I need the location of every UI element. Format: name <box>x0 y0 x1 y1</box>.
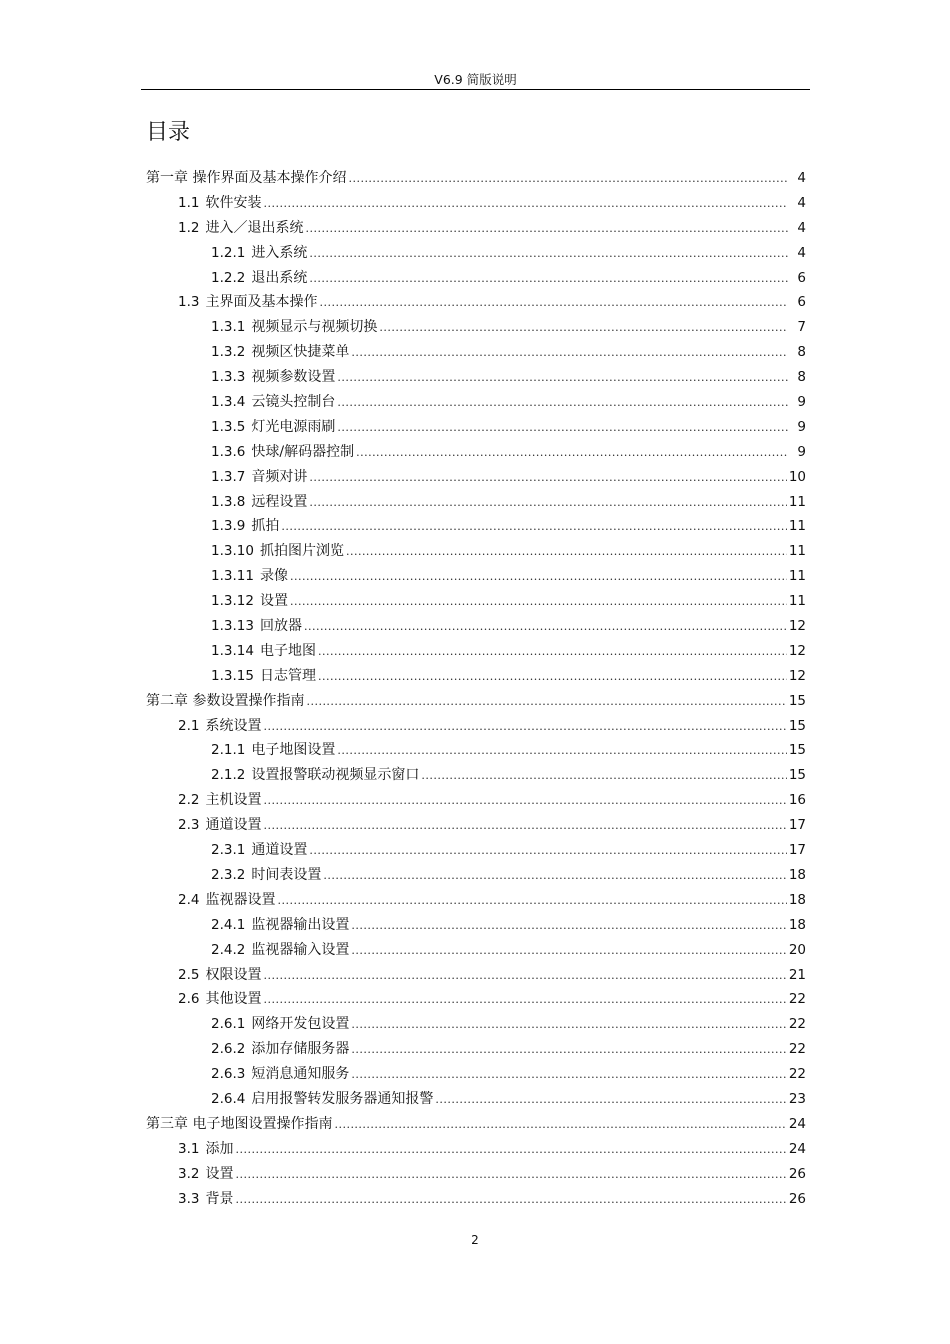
toc-entry[interactable] <box>146 863 806 888</box>
toc-entry-page: 11 <box>788 543 806 560</box>
toc-entry[interactable] <box>146 1187 806 1212</box>
toc-dot-leader <box>337 390 788 416</box>
table-of-contents <box>146 166 806 1211</box>
toc-entry-page: 9 <box>797 443 806 460</box>
toc-entry-number: 2.1.2 <box>211 767 246 784</box>
toc-entry[interactable] <box>146 788 806 813</box>
page-header: V6.9 简版说明 <box>434 72 517 87</box>
toc-dot-leader <box>309 465 786 491</box>
toc-entry-title: 主机设置 <box>205 792 262 809</box>
toc-dot-leader <box>309 490 786 516</box>
toc-entry-number: 1.3.12 <box>211 593 254 610</box>
toc-entry-title: 回放器 <box>259 618 302 635</box>
toc-dot-leader <box>263 987 786 1013</box>
toc-entry-title: 时间表设置 <box>251 866 322 883</box>
toc-entry-number: 1.3.7 <box>211 468 246 485</box>
toc-entry-title: 进入／退出系统 <box>205 219 304 236</box>
toc-entry-title: 网络开发包设置 <box>251 1016 350 1033</box>
header-rule <box>141 89 810 90</box>
toc-entry-page: 6 <box>797 294 806 311</box>
toc-dot-leader <box>323 863 786 889</box>
toc-entry-number: 2.1 <box>178 717 200 734</box>
toc-entry-title: 远程设置 <box>251 493 308 510</box>
toc-entry[interactable] <box>146 415 806 440</box>
toc-entry-title: 音频对讲 <box>251 468 308 485</box>
toc-entry-number: 1.3.4 <box>211 394 246 411</box>
toc-entry-page: 17 <box>788 842 806 859</box>
toc-entry-page: 8 <box>797 344 806 361</box>
toc-entry[interactable] <box>146 365 806 390</box>
toc-title: 目录 <box>146 120 191 145</box>
toc-entry-title: 日志管理 <box>259 667 316 684</box>
toc-entry-title: 电子地图设置 <box>251 742 336 759</box>
toc-entry-title: 短消息通知服务 <box>251 1066 350 1083</box>
toc-entry-page: 11 <box>788 518 806 535</box>
toc-entry[interactable] <box>146 614 806 639</box>
toc-entry-number: 1.3.14 <box>211 642 254 659</box>
toc-dot-leader <box>263 788 786 814</box>
toc-entry[interactable] <box>146 938 806 963</box>
toc-entry-number: 2.1.1 <box>211 742 246 759</box>
toc-entry-page: 22 <box>788 1041 806 1058</box>
toc-entry[interactable] <box>146 838 806 863</box>
toc-entry-title: 第一章 操作界面及基本操作介绍 <box>146 170 347 186</box>
toc-entry-number: 1.1 <box>178 194 200 211</box>
toc-dot-leader <box>304 614 787 640</box>
toc-dot-leader <box>235 1162 786 1188</box>
toc-entry-title: 添加 <box>205 1140 234 1157</box>
toc-dot-leader <box>235 1187 786 1213</box>
toc-entry-title: 软件安装 <box>205 194 262 211</box>
toc-dot-leader <box>351 938 786 964</box>
toc-dot-leader <box>263 813 786 839</box>
toc-dot-leader <box>309 241 788 267</box>
toc-entry-page: 24 <box>788 1140 806 1157</box>
toc-dot-leader <box>337 415 788 441</box>
toc-entry-title: 灯光电源雨刷 <box>251 418 336 435</box>
toc-entry-page: 7 <box>797 319 806 336</box>
toc-entry[interactable] <box>146 390 806 415</box>
toc-entry-title: 其他设置 <box>205 991 262 1008</box>
toc-entry-number: 1.3.8 <box>211 493 246 510</box>
toc-entry-number: 1.3.5 <box>211 418 246 435</box>
toc-entry-page: 9 <box>797 418 806 435</box>
toc-entry[interactable] <box>146 763 806 788</box>
toc-entry-title: 快球/解码器控制 <box>251 443 355 460</box>
toc-entry-title: 设置 <box>205 1165 234 1182</box>
toc-entry-page: 4 <box>797 194 806 211</box>
toc-entry-title: 电子地图 <box>259 642 316 659</box>
toc-entry[interactable] <box>146 1062 806 1087</box>
toc-entry[interactable] <box>146 813 806 838</box>
toc-entry-page: 11 <box>788 593 806 610</box>
toc-entry[interactable] <box>146 1037 806 1062</box>
toc-dot-leader <box>351 913 786 939</box>
toc-entry-page: 22 <box>788 991 806 1008</box>
toc-entry-number: 2.3 <box>178 817 200 834</box>
toc-entry[interactable] <box>146 465 806 490</box>
toc-entry[interactable] <box>146 564 806 589</box>
toc-dot-leader <box>435 1087 786 1113</box>
toc-dot-leader <box>318 639 787 665</box>
toc-entry-page: 26 <box>788 1190 806 1207</box>
toc-entry[interactable] <box>146 266 806 291</box>
toc-entry-page: 20 <box>788 941 806 958</box>
toc-entry[interactable] <box>146 514 806 539</box>
toc-entry[interactable] <box>146 589 806 614</box>
toc-entry[interactable] <box>146 490 806 515</box>
toc-entry[interactable] <box>146 1012 806 1037</box>
toc-entry-title: 第三章 电子地图设置操作指南 <box>146 1115 333 1132</box>
toc-entry-number: 2.6 <box>178 991 200 1008</box>
toc-entry-page: 12 <box>788 618 806 635</box>
toc-entry-page: 23 <box>788 1090 806 1107</box>
toc-entry-number: 1.3.13 <box>211 618 254 635</box>
toc-entry[interactable] <box>146 1137 806 1162</box>
toc-entry-title: 启用报警转发服务器通知报警 <box>251 1090 434 1107</box>
toc-entry-page: 18 <box>788 916 806 933</box>
toc-entry-page: 15 <box>788 767 806 784</box>
toc-entry[interactable] <box>146 315 806 340</box>
toc-dot-leader <box>421 763 786 789</box>
toc-entry[interactable] <box>146 1162 806 1187</box>
toc-entry-page: 15 <box>788 742 806 759</box>
toc-entry[interactable] <box>146 714 806 739</box>
toc-entry[interactable] <box>146 664 806 689</box>
toc-entry-title: 监视器输入设置 <box>251 941 350 958</box>
toc-entry-page: 22 <box>788 1066 806 1083</box>
toc-dot-leader <box>346 539 787 565</box>
toc-entry-page: 24 <box>788 1115 806 1132</box>
toc-dot-leader <box>351 1012 786 1038</box>
toc-entry-title: 进入系统 <box>251 244 308 261</box>
toc-entry-title: 云镜头控制台 <box>251 394 336 411</box>
toc-dot-leader <box>351 340 788 366</box>
toc-entry-number: 1.3.9 <box>211 518 246 535</box>
toc-dot-leader <box>263 714 786 740</box>
toc-dot-leader <box>319 290 788 316</box>
toc-entry-page: 18 <box>788 866 806 883</box>
toc-entry[interactable] <box>146 539 806 564</box>
toc-entry-number: 2.3.2 <box>211 866 246 883</box>
toc-entry[interactable] <box>146 913 806 938</box>
toc-entry-title: 设置报警联动视频显示窗口 <box>251 767 420 784</box>
toc-entry-number: 2.4 <box>178 891 200 908</box>
toc-entry-title: 第二章 参数设置操作指南 <box>146 692 305 709</box>
toc-entry-title: 背景 <box>205 1190 234 1207</box>
toc-entry-title: 视频参数设置 <box>251 369 336 386</box>
toc-entry-page: 26 <box>788 1165 806 1182</box>
toc-entry-page: 16 <box>788 792 806 809</box>
toc-dot-leader <box>351 1062 786 1088</box>
toc-entry-page: 4 <box>797 170 806 186</box>
toc-entry-page: 17 <box>788 817 806 834</box>
toc-entry-title: 通道设置 <box>251 842 308 859</box>
toc-entry[interactable] <box>146 888 806 913</box>
toc-entry-number: 2.4.1 <box>211 916 246 933</box>
toc-entry-page: 12 <box>788 642 806 659</box>
toc-entry-page: 21 <box>788 966 806 983</box>
toc-entry-page: 4 <box>797 244 806 261</box>
toc-dot-leader <box>306 689 786 715</box>
toc-entry[interactable] <box>146 191 806 216</box>
toc-dot-leader <box>309 266 788 292</box>
toc-entry-number: 3.3 <box>178 1190 200 1207</box>
toc-dot-leader <box>281 514 786 540</box>
toc-dot-leader <box>337 738 786 764</box>
toc-entry-number: 2.6.4 <box>211 1090 246 1107</box>
toc-entry-number: 2.3.1 <box>211 842 246 859</box>
toc-dot-leader <box>305 216 788 242</box>
toc-dot-leader <box>235 1137 786 1163</box>
toc-entry-page: 15 <box>788 692 806 709</box>
toc-entry-page: 11 <box>788 568 806 585</box>
toc-entry[interactable] <box>146 241 806 266</box>
toc-entry-number: 2.4.2 <box>211 941 246 958</box>
toc-entry-number: 2.6.2 <box>211 1041 246 1058</box>
toc-entry-number: 1.3.11 <box>211 568 254 585</box>
toc-dot-leader <box>290 564 787 590</box>
toc-entry-page: 6 <box>797 269 806 286</box>
toc-entry[interactable] <box>146 340 806 365</box>
toc-dot-leader <box>379 315 788 341</box>
toc-entry-title: 通道设置 <box>205 817 262 834</box>
toc-entry[interactable] <box>146 1112 806 1137</box>
toc-dot-leader <box>351 1037 786 1063</box>
toc-entry-title: 系统设置 <box>205 717 262 734</box>
toc-entry-number: 2.2 <box>178 792 200 809</box>
toc-entry-title: 设置 <box>259 593 288 610</box>
toc-entry-number: 1.3.3 <box>211 369 246 386</box>
toc-dot-leader <box>334 1112 786 1138</box>
toc-entry-page: 18 <box>788 891 806 908</box>
toc-entry[interactable] <box>146 216 806 241</box>
toc-entry[interactable] <box>146 987 806 1012</box>
toc-entry-number: 2.5 <box>178 966 200 983</box>
toc-entry-title: 录像 <box>259 568 288 585</box>
toc-entry-number: 3.1 <box>178 1140 200 1157</box>
toc-entry[interactable] <box>146 1087 806 1112</box>
toc-entry-title: 权限设置 <box>205 966 262 983</box>
toc-entry-page: 11 <box>788 493 806 510</box>
toc-entry-page: 8 <box>797 369 806 386</box>
toc-entry-number: 1.2.2 <box>211 269 246 286</box>
toc-dot-leader <box>356 440 788 466</box>
toc-entry-page: 10 <box>788 468 806 485</box>
toc-dot-leader <box>318 664 787 690</box>
toc-entry-number: 1.3.2 <box>211 344 246 361</box>
toc-dot-leader <box>309 838 786 864</box>
toc-entry-page: 15 <box>788 717 806 734</box>
toc-entry-title: 视频区快捷菜单 <box>251 344 350 361</box>
toc-entry-title: 抓拍图片浏览 <box>259 543 344 560</box>
page-number: 2 <box>471 1233 479 1247</box>
toc-entry-title: 监视器设置 <box>205 891 276 908</box>
toc-dot-leader <box>263 191 788 217</box>
toc-entry-number: 1.2 <box>178 219 200 236</box>
toc-entry[interactable] <box>146 738 806 763</box>
toc-entry-number: 1.3.1 <box>211 319 246 336</box>
toc-entry[interactable] <box>146 290 806 315</box>
toc-entry-number: 3.2 <box>178 1165 200 1182</box>
toc-entry-number: 1.3.15 <box>211 667 254 684</box>
toc-entry-title: 抓拍 <box>251 518 280 535</box>
toc-entry[interactable] <box>146 963 806 988</box>
toc-entry-title: 退出系统 <box>251 269 308 286</box>
toc-entry-title: 监视器输出设置 <box>251 916 350 933</box>
toc-entry[interactable] <box>146 166 806 191</box>
toc-entry-number: 1.2.1 <box>211 244 246 261</box>
toc-dot-leader <box>263 963 786 989</box>
toc-entry-page: 9 <box>797 394 806 411</box>
toc-entry-title: 主界面及基本操作 <box>205 294 318 311</box>
toc-dot-leader <box>277 888 786 914</box>
toc-dot-leader <box>337 365 788 391</box>
toc-entry-number: 2.6.1 <box>211 1016 246 1033</box>
toc-entry-number: 2.6.3 <box>211 1066 246 1083</box>
toc-entry-number: 1.3.6 <box>211 443 246 460</box>
toc-entry-title: 添加存储服务器 <box>251 1041 350 1058</box>
toc-entry-number: 1.3.10 <box>211 543 254 560</box>
toc-entry-page: 4 <box>797 219 806 236</box>
toc-entry-page: 22 <box>788 1016 806 1033</box>
toc-dot-leader <box>348 166 788 192</box>
toc-entry[interactable] <box>146 639 806 664</box>
toc-entry-title: 视频显示与视频切换 <box>251 319 378 336</box>
toc-entry[interactable] <box>146 689 806 714</box>
toc-entry-page: 12 <box>788 667 806 684</box>
toc-entry-number: 1.3 <box>178 294 200 311</box>
toc-dot-leader <box>290 589 787 615</box>
toc-entry[interactable] <box>146 440 806 465</box>
